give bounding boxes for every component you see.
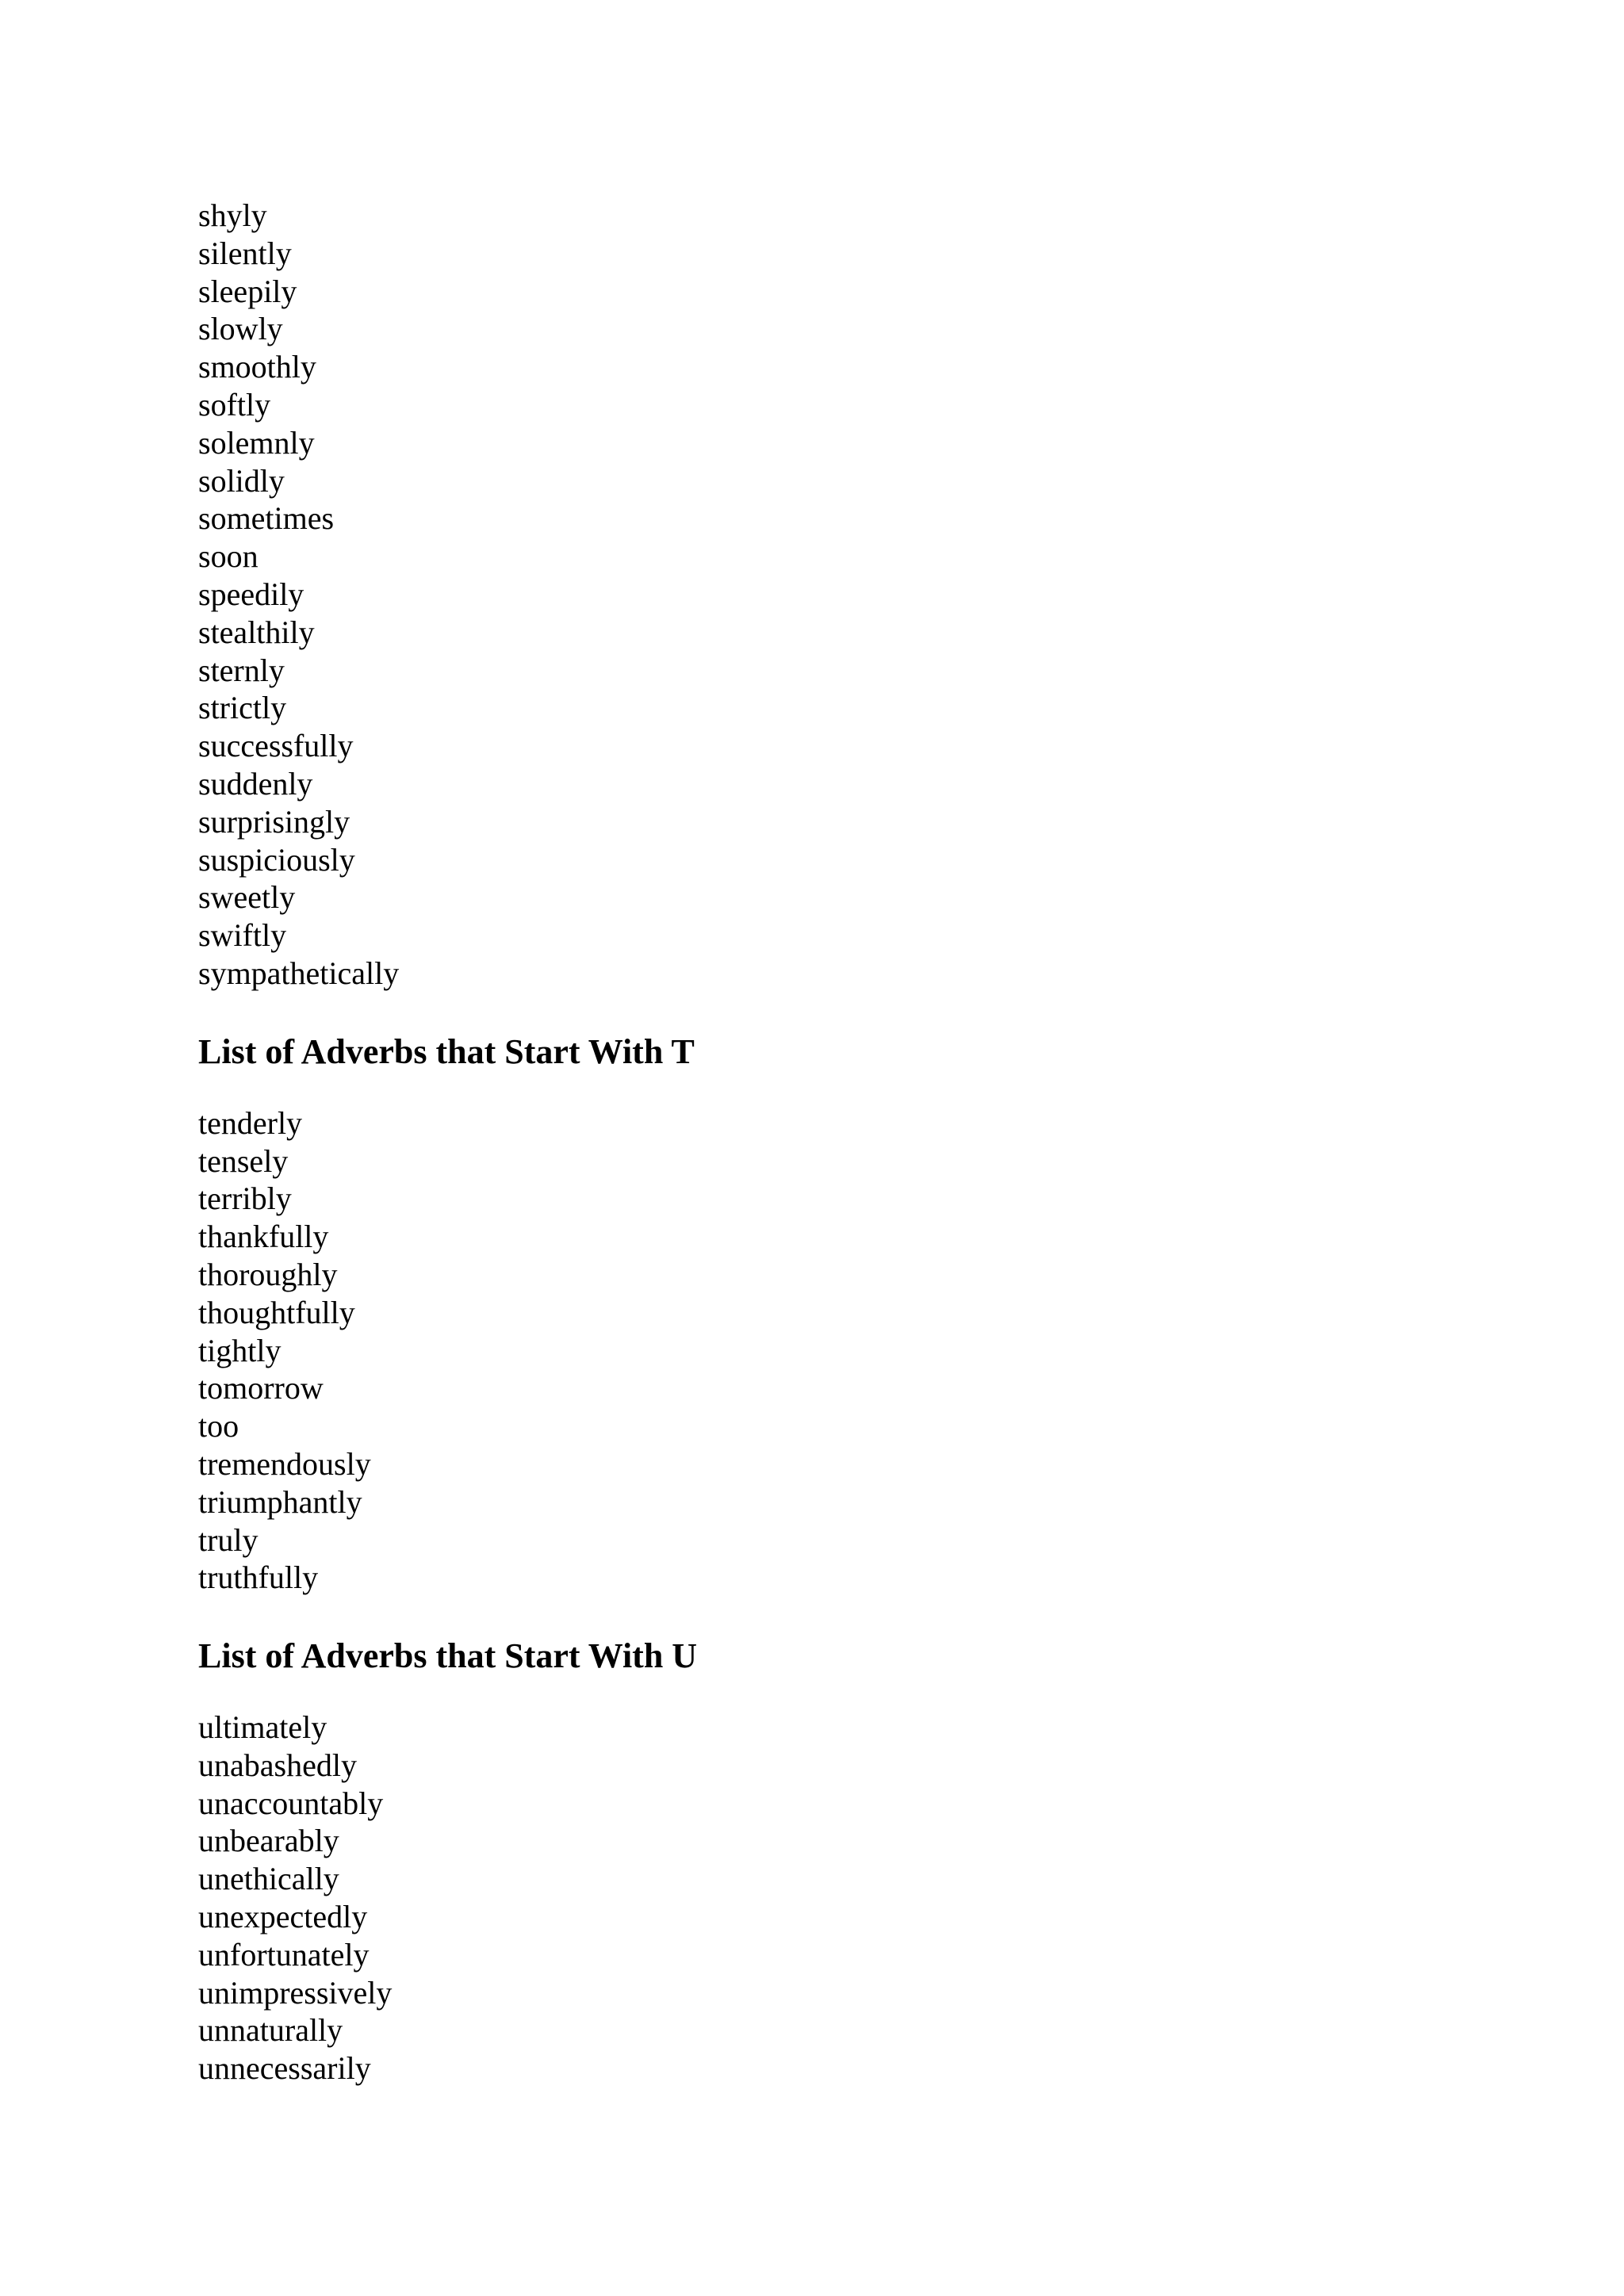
document-page bbox=[198, 197, 1546, 2087]
list-item: unabashedly bbox=[198, 1747, 357, 1783]
word-list-s bbox=[198, 197, 1546, 993]
list-item: suspiciously bbox=[198, 841, 355, 878]
list-item: sympathetically bbox=[198, 955, 400, 991]
list-item: tremendously bbox=[198, 1445, 371, 1482]
list-item: truly bbox=[198, 1521, 259, 1558]
list-item: sternly bbox=[198, 652, 285, 688]
list-item: terribly bbox=[198, 1181, 292, 1217]
list-item: unfortunately bbox=[198, 1936, 370, 1973]
list-item: tenderly bbox=[198, 1104, 303, 1141]
section-heading-t: List of Adverbs that Start With T bbox=[198, 1031, 695, 1071]
word-list-t bbox=[198, 1104, 1546, 1597]
list-item: sometimes bbox=[198, 500, 335, 537]
list-item: tightly bbox=[198, 1332, 282, 1368]
list-item: thoroughly bbox=[198, 1256, 338, 1292]
list-item: unaccountably bbox=[198, 1785, 384, 1821]
list-item: slowly bbox=[198, 311, 283, 347]
list-item: suddenly bbox=[198, 765, 313, 802]
list-item: too bbox=[198, 1408, 239, 1445]
list-item: sweetly bbox=[198, 879, 296, 916]
list-item: unnecessarily bbox=[198, 2050, 371, 2087]
list-item: softly bbox=[198, 386, 271, 423]
list-item: soon bbox=[198, 538, 259, 575]
list-item: speedily bbox=[198, 576, 304, 612]
list-item: unnaturally bbox=[198, 2012, 343, 2049]
section-heading-u: List of Adverbs that Start With U bbox=[198, 1636, 698, 1676]
list-item: smoothly bbox=[198, 349, 316, 385]
list-item: surprisingly bbox=[198, 803, 350, 840]
list-item: tensely bbox=[198, 1142, 289, 1179]
list-item: successfully bbox=[198, 728, 354, 764]
list-item: unethically bbox=[198, 1861, 339, 1897]
list-item: ultimately bbox=[198, 1709, 327, 1746]
list-item: triumphantly bbox=[198, 1483, 362, 1520]
word-list-u bbox=[198, 1709, 1546, 2087]
list-item: sleepily bbox=[198, 273, 297, 309]
list-item: truthfully bbox=[198, 1559, 319, 1596]
list-item: tomorrow bbox=[198, 1370, 324, 1406]
list-item: unexpectedly bbox=[198, 1899, 368, 1935]
list-item: stealthily bbox=[198, 614, 315, 650]
list-item: strictly bbox=[198, 690, 287, 726]
list-item: solemnly bbox=[198, 424, 315, 461]
list-item: thoughtfully bbox=[198, 1294, 355, 1330]
list-item: thankfully bbox=[198, 1219, 329, 1255]
list-item: unimpressively bbox=[198, 1974, 393, 2011]
list-item: swiftly bbox=[198, 917, 287, 954]
list-item: silently bbox=[198, 235, 292, 271]
list-item: shyly bbox=[198, 197, 267, 233]
list-item: unbearably bbox=[198, 1823, 339, 1859]
list-item: solidly bbox=[198, 462, 285, 499]
